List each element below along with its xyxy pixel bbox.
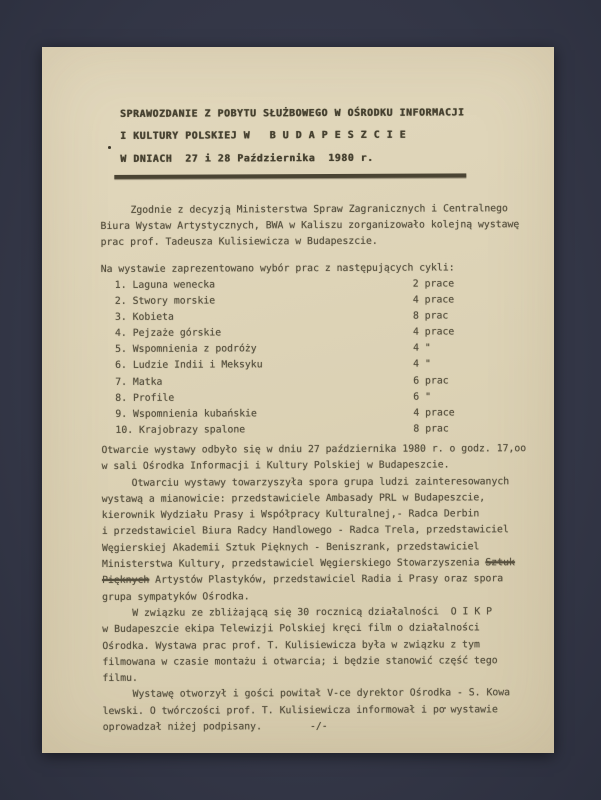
text-line	[103, 685, 547, 703]
work-item-count: 4 prace	[413, 407, 455, 419]
work-item-count: 4 prace	[412, 326, 455, 338]
work-item-label: 5. Wspomnienia z podróży	[115, 343, 257, 356]
works-list-rows	[101, 276, 546, 439]
work-item-label: 8. Profile	[115, 392, 175, 404]
text-segment: filmowana w czasie montażu i otwarcia; i będzie stanowić część tego	[102, 655, 498, 668]
text-line	[100, 201, 544, 219]
work-item-row	[101, 357, 545, 375]
text-segment: Otwarcie wystawy odbyło się w dniu 27 października 1980 r. o godz. 17,oo	[101, 443, 527, 456]
text-segment: grupa sympatyków Ośrodka.	[102, 590, 250, 603]
text-segment: W związku ze zbliżającą się 30 rocznicą działalności O I K P	[132, 606, 493, 619]
report-date-line: W DNIACH 27 i 28 Października 1980 r.	[120, 152, 374, 165]
text-line	[102, 620, 546, 638]
text-segment: lewski. O twórczości prof. T. Kulisiewicza informował i po wystawie	[102, 703, 498, 717]
text-line	[103, 718, 547, 736]
work-item-label: 7. Matka	[115, 376, 163, 388]
text-line	[102, 539, 546, 557]
work-item-row	[101, 340, 545, 358]
title-underline	[114, 174, 466, 179]
work-item-row	[101, 292, 545, 310]
work-item-row	[101, 308, 545, 326]
work-item-row	[101, 389, 545, 407]
work-item-label: 6. Ludzie Indii i Meksyku	[115, 359, 263, 372]
text-segment: Otwarciu wystawy towarzyszyła spora grupa ludzi zainteresowanych	[131, 475, 510, 489]
text-line	[102, 669, 546, 687]
text-line	[102, 637, 546, 655]
struck-text: Pięknych	[102, 575, 150, 587]
text-segment: prac prof. Tadeusza Kulisiewicza w Budapeszcie.	[100, 236, 378, 249]
text-line	[102, 522, 546, 540]
text-segment: Wystawę otworzył i gości powitał V-ce dyrektor Ośrodka - S. Kowa	[132, 687, 511, 701]
body-paragraphs	[101, 441, 546, 736]
work-item-row	[101, 324, 545, 342]
work-item-row	[101, 373, 545, 391]
work-item-count: 2 prace	[412, 278, 455, 290]
report-title-line-2: I KULTURY POLSKIEJ W B U D A P E S Z C I E	[120, 130, 407, 143]
text-segment: w Budapeszcie ekipa Telewizji Polskiej kręci film o działalności	[102, 622, 480, 636]
text-segment: Węgierskiej Akademii Sztuk Pięknych - Beniszrank, przedstawiciel	[101, 541, 480, 554]
document-content	[100, 102, 547, 736]
document-paper	[42, 47, 554, 753]
work-item-count: 4 prace	[412, 294, 455, 306]
text-line	[102, 490, 546, 508]
text-segment: Artystów Plastyków, przedstawiciel Radia i Prasy oraz spora	[149, 573, 504, 587]
text-segment: wystawą a mianowicie: przedstawiciele Ambasady PRL w Budapeszcie,	[101, 492, 486, 505]
work-item-label: 1. Laguna wenecka	[114, 279, 216, 291]
work-item-label: 10. Krajobrazy spalone	[115, 424, 246, 436]
work-item-label: 4. Pejzaże górskie	[114, 327, 222, 340]
work-item-row	[101, 405, 545, 423]
text-segment: Zgodnie z decyzją Ministerstwa Spraw Zagranicznych i Centralnego	[130, 203, 508, 216]
text-line	[102, 588, 546, 606]
text-line	[102, 506, 546, 524]
text-line	[103, 702, 547, 720]
report-title-line-1: SPRAWOZDANIE Z POBYTU SŁUŻBOWEGO W OŚRODKU INFORMACJI	[120, 107, 465, 120]
text-segment: Ośrodka. Wystawa prac prof. T. Kulisiewicza była w związku z tym	[102, 638, 480, 652]
text-segment: Biura Wystaw Artystycznych, BWA w Kaliszu zorganizowało kolejną wystawę	[100, 219, 520, 233]
work-item-count: 4 "	[413, 359, 431, 371]
report-title-block	[100, 102, 544, 179]
work-item-row	[101, 421, 545, 439]
text-line	[101, 217, 545, 235]
text-line	[102, 653, 546, 671]
text-line	[101, 233, 545, 251]
text-segment: w sali Ośrodka Informacji i Kultury Polskiej w Budapeszcie.	[101, 459, 450, 473]
intro-paragraph	[100, 201, 544, 252]
text-segment: i przedstawiciel Biura Radcy Handlowego - Radca Trela, przedstawiciel	[101, 524, 509, 538]
work-item-count: 8 prac	[412, 310, 449, 322]
text-line	[102, 474, 546, 492]
text-segment: oprowadzał niżej podpisany.	[102, 721, 263, 733]
work-item-label: 3. Kobieta	[114, 311, 174, 324]
work-item-label: 9. Wspomnienia kubańskie	[115, 408, 257, 420]
work-item-row	[101, 276, 545, 294]
text-line	[101, 441, 545, 459]
struck-text: Sztuk	[485, 557, 515, 569]
work-item-count: 4 "	[413, 342, 431, 355]
work-item-count: 6 "	[413, 391, 432, 403]
works-list-header: Na wystawie zaprezentowano wybór prac z następujących cykli:	[100, 262, 455, 275]
work-item-label: 2. Stwory morskie	[114, 295, 216, 308]
works-list	[101, 260, 546, 439]
text-line	[102, 604, 546, 622]
text-line	[102, 571, 546, 589]
text-segment: filmu.	[102, 672, 138, 685]
text-line	[102, 555, 546, 573]
work-item-count: 6 prac	[413, 375, 449, 387]
text-segment: Ministerstwa Kultury, przedstawiciel Węgierskiego Stowarzyszenia	[101, 557, 486, 571]
text-segment: kierownik Wydziału Prasy i Współpracy Kulturalnej,- Radca Derbin	[101, 508, 480, 522]
text-line	[102, 457, 546, 475]
end-mark: -/-	[309, 720, 328, 733]
work-item-count: 8 prac	[413, 423, 449, 435]
